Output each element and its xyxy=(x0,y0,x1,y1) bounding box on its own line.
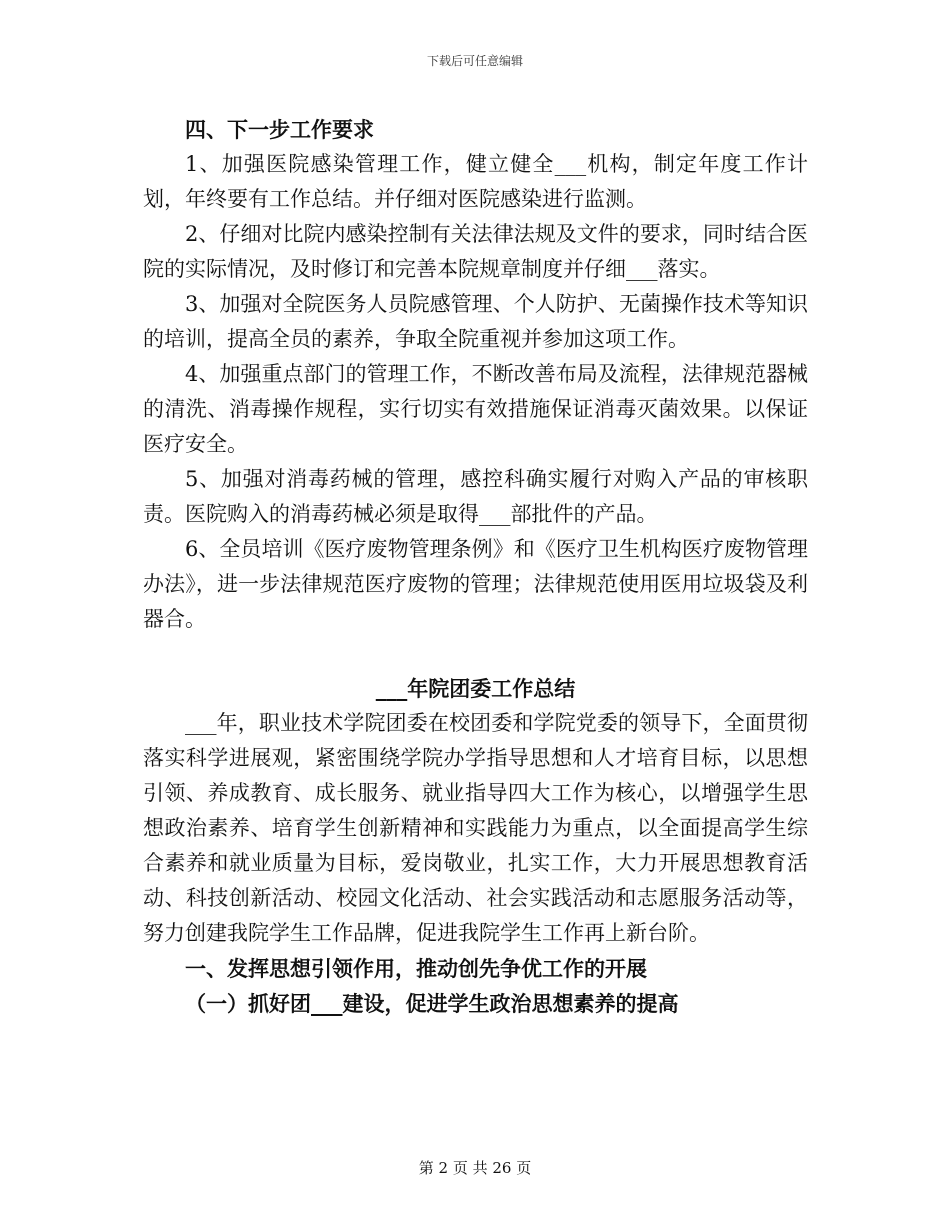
requirement-item-4: 4、加强重点部门的管理工作，不断改善布局及流程，法律规范器械的清洗、消毒操作规程，实行切实有效措施保证消毒灭菌效果。以保证医疗安全。 xyxy=(143,362,808,456)
summary-heading-1: 一、发挥思想引领作用，推动创先争优工作的开展 xyxy=(185,956,647,981)
document-body xyxy=(143,112,808,1021)
requirement-item-6: 6、全员培训《医疗废物管理条例》和《医疗卫生机构医疗废物管理办法》，进一步法律规范医疗废物的管理；法律规范使用医用垃圾袋及利器合。 xyxy=(143,537,808,631)
summary-title: ___年院团委工作总结 xyxy=(375,676,576,701)
page-number: 第 2 页 共 26 页 xyxy=(418,1159,532,1177)
section-gap xyxy=(143,637,808,671)
requirement-item-5: 5、加强对消毒药械的管理，感控科确实履行对购入产品的审核职责。医院购入的消毒药械必须是取得___部批件的产品。 xyxy=(143,467,808,526)
section-heading: 四、下一步工作要求 xyxy=(185,117,374,142)
requirement-item-3: 3、加强对全院医务人员院感管理、个人防护、无菌操作技术等知识的培训，提高全员的素养，争取全院重视并参加这项工作。 xyxy=(143,292,808,351)
header-note: 下载后可任意编辑 xyxy=(426,54,523,68)
requirement-item-1: 1、加强医院感染管理工作，健立健全___机构，制定年度工作计划，年终要有工作总结。并仔细对医院感染进行监测。 xyxy=(143,152,808,211)
summary-intro: ___年，职业技术学院团委在校团委和学院党委的领导下，全面贯彻落实科学进展观，紧密围绕学院办学指导思想和人才培育目标，以思想引领、养成教育、成长服务、就业指导四大工作为核心，以增强学生思想政治素养、培育学生创新精神和实践能力为重点，以全面提高学生综合素养和就业质量为目标，爱岗敬业，扎实工作，大力开展思想教育活动、科技创新活动、校园文化活动、社会实践活动和志愿服务活动等，努力创建我院学生工作品牌，促进我院学生工作再上新台阶。 xyxy=(143,711,808,945)
requirement-item-2: 2、仔细对比院内感染控制有关法律法规及文件的要求，同时结合医院的实际情况，及时修订和完善本院规章制度并仔细___落实。 xyxy=(143,222,808,281)
summary-subheading-1: （一）抓好团___建设，促进学生政治思想素养的提高 xyxy=(185,991,679,1016)
